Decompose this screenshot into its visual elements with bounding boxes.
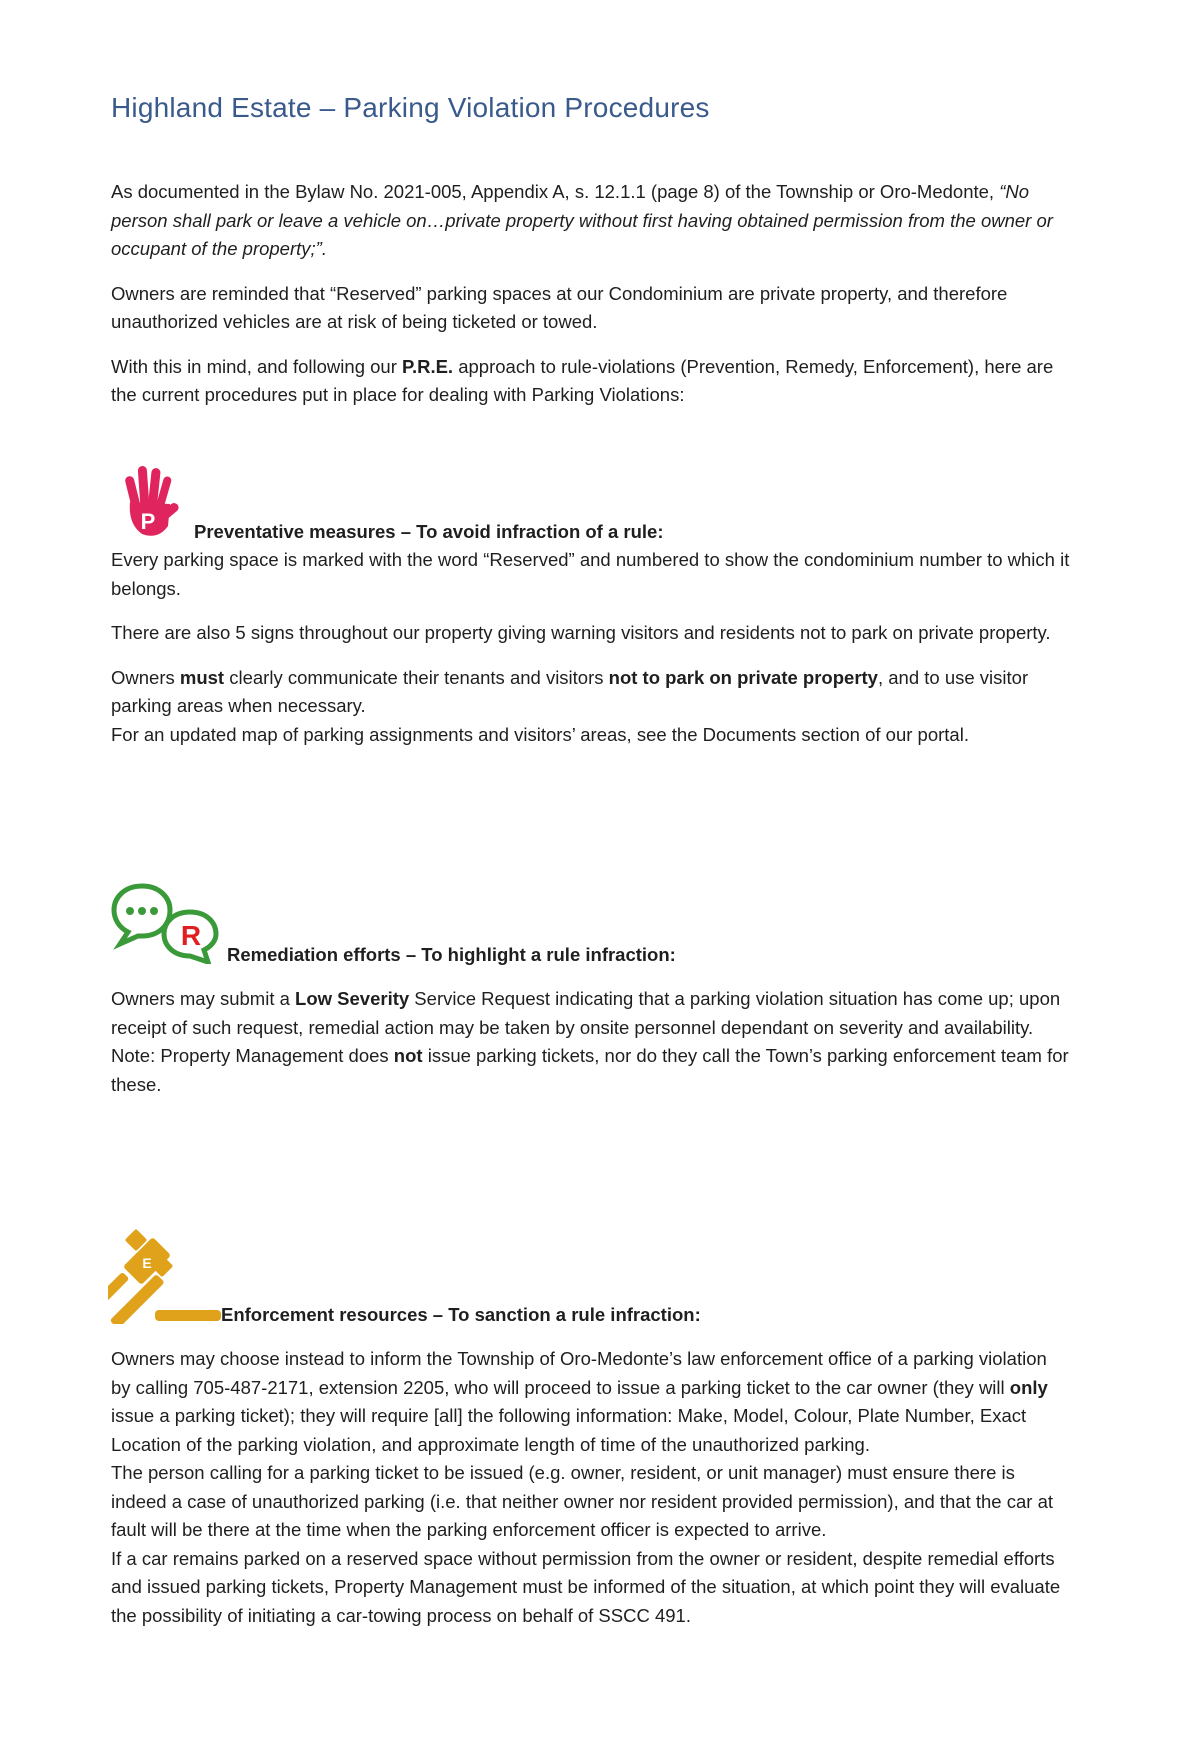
hand-stop-icon <box>108 462 188 542</box>
bylaw-quote: “No person shall park or leave a vehicle on…private property without first having obtained permission from the owner or occupant of the property;”. <box>111 181 1053 259</box>
prevention-section <box>111 546 1071 749</box>
prevention-paragraph-marking: Every parking space is marked with the word “Reserved” and numbered to show the condominium number to which it belongs. <box>111 549 1070 599</box>
enforcement-heading: Enforcement resources – To sanction a rule infraction: <box>221 1304 701 1325</box>
remediation-icon-letter: R <box>180 920 202 951</box>
prevention-paragraph-map: For an updated map of parking assignments and visitors’ areas, see the Documents section of our portal. <box>111 723 969 745</box>
prevention-paragraph-signs: There are also 5 signs throughout our property giving warning visitors and residents not to park on private property. <box>111 622 1051 643</box>
remediation-heading: Remediation efforts – To highlight a rule infraction: <box>227 944 676 965</box>
enforcement-paragraph-township: Owners may choose instead to inform the Township of Oro-Medonte’s law enforcement office of a parking violation by calling 705-487-2171, extension 2205, who will proceed to issue a parking ticket to the car owner (they will only issue a parking ticket); they will require [all] the following information: Make, Model, Colour, Plate Number, Exact Location of the parking violation, and approximate length of time of the unauthorized parking. <box>111 1348 1048 1455</box>
enforcement-icon-letter: E <box>142 1255 152 1271</box>
intro-paragraph-bylaw <box>111 178 1071 264</box>
prevention-paragraph-owners: Owners must clearly communicate their tenants and visitors not to park on private property, and to use visitor parking areas when necessary. <box>111 666 1029 716</box>
remediation-paragraph-request: Owners may submit a Low Severity Service Request indicating that a parking violation situation has come up; upon receipt of such request, remedial action may be taken by onsite personnel dependant on severity and availability. <box>111 988 1061 1038</box>
pre-acronym: P.R.E. <box>402 355 454 377</box>
intro-paragraph-reserved: Owners are reminded that “Reserved” parking spaces at our Condominium are private property, and therefore unauthorized vehicles are at risk of being ticketed or towed. <box>111 282 1008 332</box>
bylaw-reference: As documented in the Bylaw No. 2021-005, Appendix A, s. 12.1.1 (page 8) of the Township or Oro-Medonte, <box>111 181 995 202</box>
chat-bubbles-icon <box>110 880 222 964</box>
gavel-icon <box>108 1228 222 1324</box>
remediation-paragraph-note: Note: Property Management does not issue parking tickets, nor do they call the Town’s parking enforcement team for these. <box>111 1045 1069 1095</box>
page-title: Highland Estate – Parking Violation Procedures <box>111 92 710 123</box>
remediation-section <box>111 985 1071 1099</box>
enforcement-paragraph-towing: If a car remains parked on a reserved space without permission from the owner or resident, despite remedial efforts and issued parking tickets, Property Management must be informed of the situation, at which point they will evaluate the possibility of initiating a car-towing process on behalf of SSCC 491. <box>111 1547 1061 1626</box>
enforcement-section <box>111 1345 1071 1630</box>
enforcement-paragraph-caller: The person calling for a parking ticket to be issued (e.g. owner, resident, or unit manager) must ensure there is indeed a case of unauthorized parking (i.e. that neither owner nor resident provided permission), and that the car at fault will be there at the time when the parking enforcement officer is expected to arrive. <box>111 1462 1054 1540</box>
prevention-icon-letter: P <box>140 509 156 534</box>
prevention-heading: Preventative measures – To avoid infraction of a rule: <box>194 521 664 542</box>
intro-paragraph-pre: With this in mind, and following our P.R.E. approach to rule-violations (Prevention, Remedy, Enforcement), here are the current procedures put in place for dealing with Parking Violations: <box>111 355 1054 405</box>
intro-section <box>111 178 1071 410</box>
